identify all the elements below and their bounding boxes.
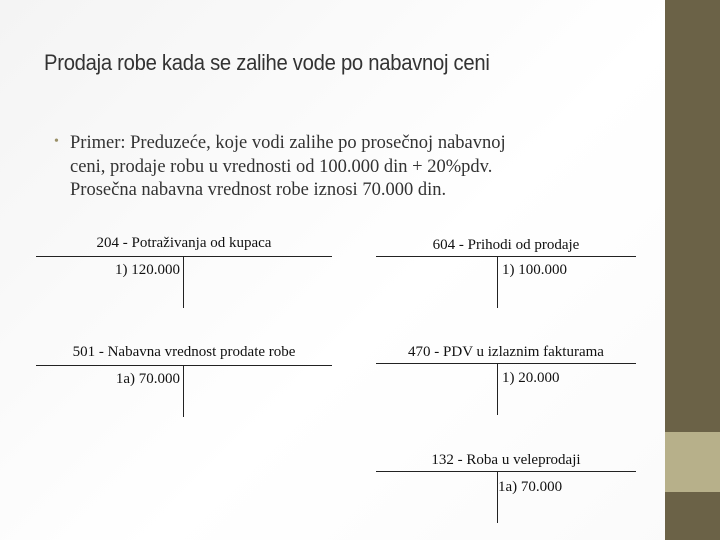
account-470-vline xyxy=(497,363,498,415)
sidebar-accent-block xyxy=(665,432,720,492)
bullet-item xyxy=(54,132,614,203)
bullet-icon: • xyxy=(54,134,59,149)
bullet-text xyxy=(70,132,614,203)
account-501-vline xyxy=(183,365,184,417)
account-604-credit-entry: 1) 100.000 xyxy=(502,262,567,278)
account-470-title: 470 - PDV u izlaznim fakturama xyxy=(408,344,604,360)
bullet-line-3: Prosečna nabavna vrednost robe iznosi 70.000 din. xyxy=(70,180,447,200)
account-204-hline xyxy=(36,256,332,257)
account-204-title: 204 - Potraživanja od kupaca xyxy=(96,235,272,251)
bullet-line-2: ceni, prodaje robu u vrednosti od 100.000 din + 20%pdv. xyxy=(70,156,493,177)
account-132-title: 132 - Roba u veleprodaji xyxy=(431,452,581,468)
account-204-vline xyxy=(183,256,184,308)
account-501-hline xyxy=(36,365,332,366)
account-204-debit-entry: 1) 120.000 xyxy=(115,262,180,278)
slide-title: Prodaja robe kada se zalihe vode po nabavnoj ceni xyxy=(44,50,490,75)
bullet-line-1: Primer: Preduzeće, koje vodi zalihe po prosečnoj nabavnoj xyxy=(70,133,506,153)
account-501-debit-entry: 1a) 70.000 xyxy=(115,371,180,387)
account-501-title: 501 - Nabavna vrednost prodate robe xyxy=(72,344,296,360)
account-604-vline xyxy=(497,256,498,308)
account-604-title: 604 - Prihodi od prodaje xyxy=(432,237,580,253)
account-470-credit-entry: 1) 20.000 xyxy=(502,370,560,386)
account-604-hline xyxy=(376,256,636,257)
account-470-hline xyxy=(376,363,636,364)
account-132-hline xyxy=(376,471,636,472)
account-132-debit-entry: 1a) 70.000 xyxy=(498,479,563,495)
